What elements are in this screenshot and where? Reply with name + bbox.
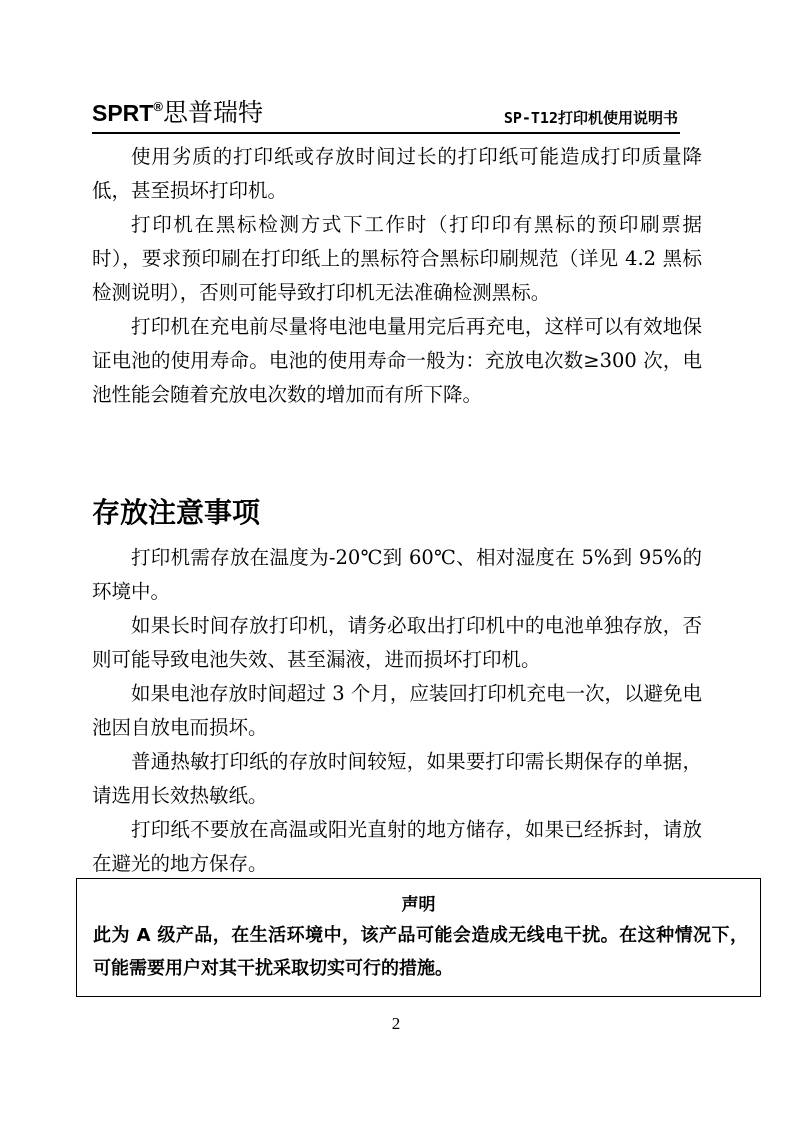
paragraph-battery-life: 打印机在充电前尽量将电池电量用完后再充电，这样可以有效地保证电池的使用寿命。电池的使用寿命一般为：充放电次数≥300 次，电池性能会随着充放电次数的增加而有所下降。 <box>92 315 702 406</box>
intro-section <box>92 140 702 412</box>
brand-latin: SPRT <box>92 100 154 126</box>
paragraph-paper-quality: 使用劣质的打印纸或存放时间过长的打印纸可能造成打印质量降低，甚至损坏打印机。 <box>92 145 702 202</box>
paragraph-paper-storage: 打印纸不要放在高温或阳光直射的地方储存，如果已经拆封，请放在避光的地方保存。 <box>92 818 702 875</box>
page-number: 2 <box>391 1014 401 1033</box>
brand-logo <box>92 93 263 129</box>
notice-title: 声明 <box>401 895 436 915</box>
paragraph-remove-battery: 如果长时间存放打印机，请务必取出打印机中的电池单独存放，否则可能导致电池失效、甚至漏液，进而损坏打印机。 <box>92 614 702 671</box>
registered-mark: ® <box>153 99 163 114</box>
paragraph-storage-conditions: 打印机需存放在温度为-20℃到 60℃、相对湿度在 5%到 95%的环境中。 <box>92 546 702 603</box>
storage-section <box>92 541 702 881</box>
notice-body: 此为 A 级产品，在生活环境中，该产品可能会造成无线电干扰。在这种情况下，可能需要用户对其干扰采取切实可行的措施。 <box>93 925 748 979</box>
paragraph-black-mark: 打印机在黑标检测方式下工作时（打印印有黑标的预印刷票据时），要求预印刷在打印纸上的黑标符合黑标印刷规范（详见 4.2 黑标检测说明），否则可能导致打印机无法准确检测黑标。 <box>92 213 702 304</box>
brand-chinese-name: 思普瑞特 <box>162 98 263 127</box>
section-heading-storage: 存放注意事项 <box>92 496 261 529</box>
paragraph-recharge: 如果电池存放时间超过 3 个月，应装回打印机充电一次，以避免电池因自放电而损坏。 <box>92 682 702 739</box>
notice-box <box>76 878 761 997</box>
document-title: SP-T12打印机使用说明书 <box>503 109 678 127</box>
paragraph-thermal-paper: 普通热敏打印纸的存放时间较短，如果要打印需长期保存的单据，请选用长效热敏纸。 <box>92 750 702 807</box>
page-header <box>92 94 680 134</box>
